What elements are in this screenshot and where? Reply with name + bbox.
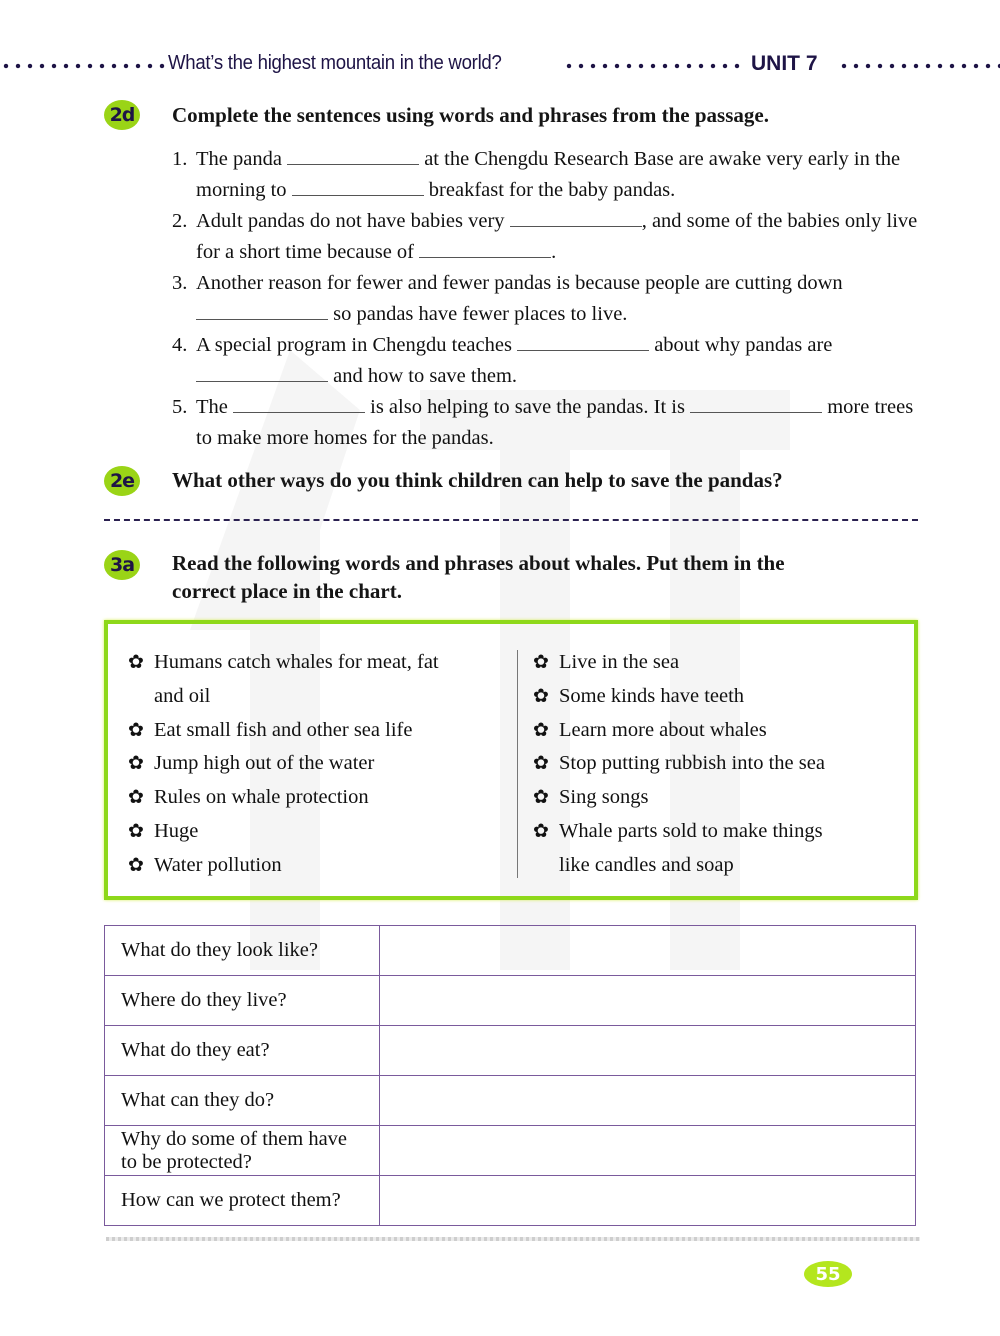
question-4: 4. A special program in Chengdu teaches about why pandas are and how to save them.: [172, 334, 833, 387]
flower-bullet-icon: ✿: [128, 718, 144, 741]
word-bank-item[interactable]: ✿ Some kinds have teeth: [533, 680, 903, 714]
answer-cell[interactable]: [380, 1026, 916, 1076]
whale-chart-table: [104, 925, 916, 1226]
word-bank-item[interactable]: ✿ Humans catch whales for meat, fat and oil: [128, 646, 498, 714]
flower-bullet-icon: ✿: [533, 786, 549, 809]
answer-blank[interactable]: [690, 394, 822, 413]
word-bank-left-column: [128, 646, 498, 883]
word-bank-item[interactable]: ✿ Eat small fish and other sea life: [128, 714, 498, 748]
unit-label: UNIT 7: [751, 52, 818, 75]
flower-bullet-icon: ✿: [128, 853, 144, 876]
answer-blank[interactable]: [419, 239, 551, 258]
question-1: 1. The panda at the Chengdu Research Base are awake very early in the morning to breakfast for the baby pandas.: [172, 148, 901, 201]
word-bank-box: [104, 620, 918, 900]
instruction-2e: What other ways do you think children can help to save the pandas?: [172, 468, 783, 492]
answer-blank[interactable]: [510, 208, 642, 227]
answer-blank[interactable]: [517, 332, 649, 351]
answer-blank[interactable]: [233, 394, 365, 413]
table-row: [105, 1076, 916, 1126]
instruction-2d: Complete the sentences using words and phrases from the passage.: [172, 103, 769, 127]
flower-bullet-icon: ✿: [128, 819, 144, 842]
flower-bullet-icon: ✿: [533, 819, 549, 842]
row-question: What do they eat?: [105, 1026, 380, 1076]
answer-blank[interactable]: [196, 363, 328, 382]
row-question: How can we protect them?: [105, 1176, 380, 1226]
answer-cell[interactable]: [380, 976, 916, 1026]
instruction-3a: Read the following words and phrases about whales. Put them in the correct place in the chart.: [172, 551, 785, 603]
fill-in-questions: [172, 144, 932, 454]
word-bank-item[interactable]: ✿ Rules on whale protection: [128, 781, 498, 815]
flower-bullet-icon: ✿: [128, 651, 144, 673]
header-dots-middle: [563, 61, 741, 71]
answer-cell[interactable]: [380, 1176, 916, 1226]
section-divider: [104, 519, 918, 521]
section-badge-2e: 2e: [104, 466, 140, 496]
answer-blank[interactable]: [196, 301, 328, 320]
flower-bullet-icon: ✿: [533, 684, 549, 707]
table-row: [105, 1176, 916, 1226]
row-question: Why do some of them have to be protected?: [105, 1126, 380, 1176]
word-bank-item[interactable]: ✿ Live in the sea: [533, 646, 903, 680]
table-row: [105, 1026, 916, 1076]
answer-cell[interactable]: [380, 926, 916, 976]
flower-bullet-icon: ✿: [533, 651, 549, 673]
answer-blank[interactable]: [292, 177, 424, 196]
running-header: [0, 52, 1000, 80]
column-divider: [517, 650, 518, 878]
word-bank-item[interactable]: ✿ Stop putting rubbish into the sea: [533, 747, 903, 781]
question-2: 2. Adult pandas do not have babies very , and some of the babies only live for a short time because of .: [172, 210, 918, 263]
row-question: What do they look like?: [105, 926, 380, 976]
table-row: [105, 926, 916, 976]
word-bank-item[interactable]: ✿ Learn more about whales: [533, 714, 903, 748]
answer-cell[interactable]: [380, 1126, 916, 1176]
flower-bullet-icon: ✿: [128, 786, 144, 809]
row-question: What can they do?: [105, 1076, 380, 1126]
header-dots-left: [0, 61, 165, 71]
flower-bullet-icon: ✿: [533, 718, 549, 741]
flower-bullet-icon: ✿: [533, 752, 549, 775]
word-bank-item[interactable]: ✿ Water pollution: [128, 849, 498, 883]
page-number-badge: 55: [804, 1261, 852, 1287]
word-bank-right-column: [533, 646, 903, 883]
question-5: 5. The is also helping to save the pandas. It is more trees to make more homes for the pandas.: [172, 396, 914, 449]
word-bank-item[interactable]: ✿ Whale parts sold to make things like candles and soap: [533, 815, 903, 883]
table-row: [105, 1126, 916, 1176]
word-bank-item[interactable]: ✿ Sing songs: [533, 781, 903, 815]
answer-blank[interactable]: [287, 146, 419, 165]
word-bank-item[interactable]: ✿ Huge: [128, 815, 498, 849]
word-bank-item[interactable]: ✿ Jump high out of the water: [128, 747, 498, 781]
table-row: [105, 976, 916, 1026]
row-question: Where do they live?: [105, 976, 380, 1026]
header-dots-right: [838, 61, 1000, 71]
section-badge-2d: 2d: [104, 100, 140, 130]
header-title: What’s the highest mountain in the world?: [168, 52, 502, 74]
answer-cell[interactable]: [380, 1076, 916, 1126]
flower-bullet-icon: ✿: [128, 752, 144, 775]
table-shadow: [106, 1237, 920, 1241]
question-3: 3. Another reason for fewer and fewer pandas is because people are cutting down so pandas have fewer places to live.: [172, 272, 843, 325]
section-badge-3a: 3a: [104, 550, 140, 580]
